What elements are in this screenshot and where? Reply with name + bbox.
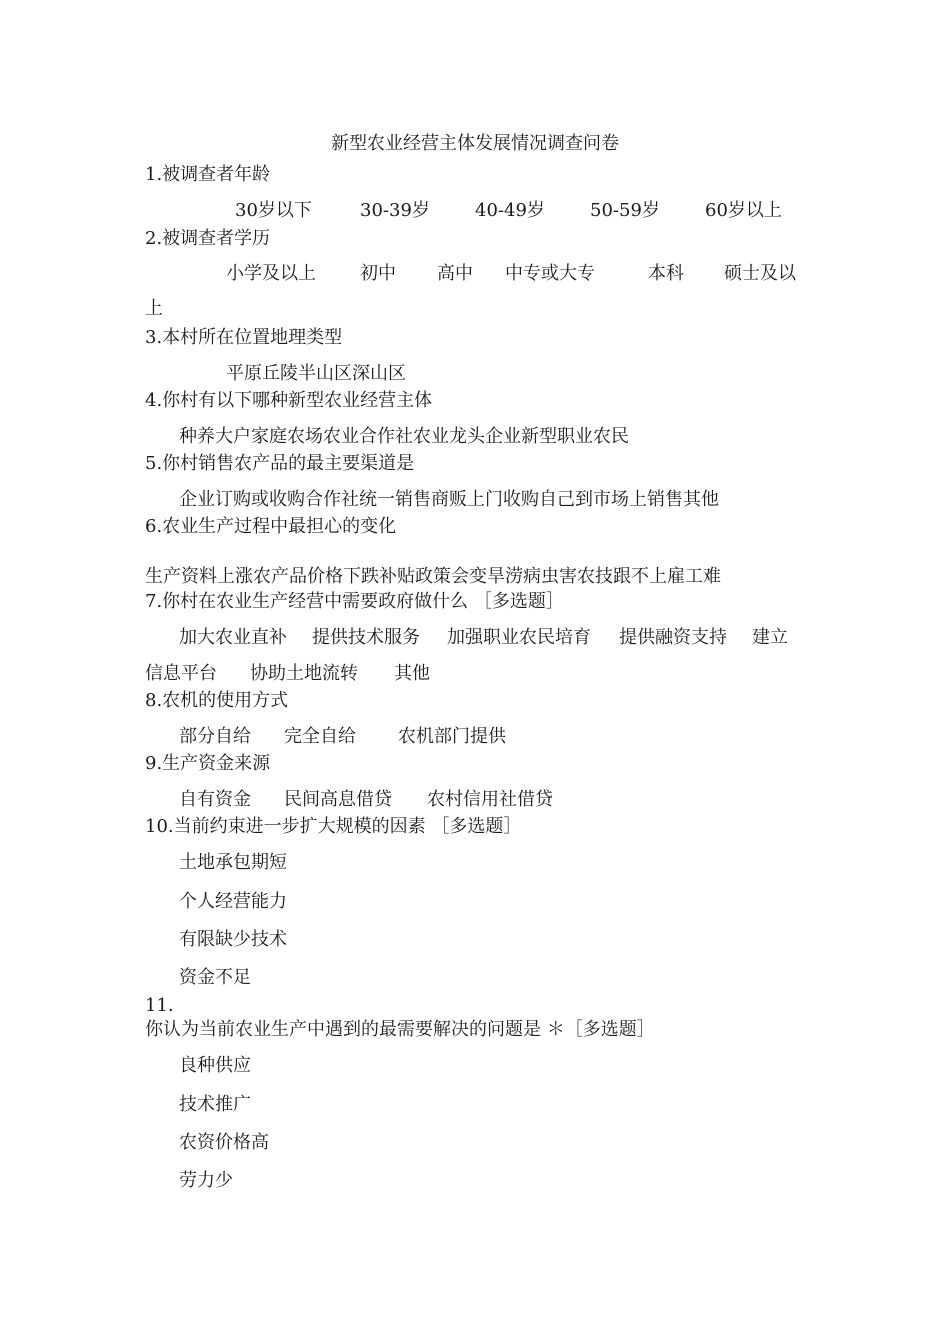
- question-9-label: 9.生产资金来源: [145, 753, 271, 774]
- q11-option: 良种供应: [179, 1055, 251, 1076]
- q10-option: 有限缺少技术: [179, 929, 287, 950]
- q1-option: 60岁以上: [705, 200, 782, 221]
- q7-option: 建立: [752, 627, 788, 648]
- question-4-label: 4.你村有以下哪种新型农业经营主体: [145, 390, 433, 411]
- q7-option: 加大农业直补: [179, 627, 287, 648]
- page-title: 新型农业经营主体发展情况调查问卷: [331, 133, 619, 154]
- q7-option: 提供技术服务: [312, 627, 420, 648]
- q8-option: 完全自给: [284, 726, 356, 747]
- q5-options: 企业订购或收购合作社统一销售商贩上门收购自己到市场上销售其他: [179, 489, 719, 510]
- question-8-label: 8.农机的使用方式: [145, 690, 289, 711]
- q7-option: 加强职业农民培育: [447, 627, 591, 648]
- q2-option: 本科: [648, 263, 684, 284]
- q3-options: 平原丘陵半山区深山区: [226, 363, 406, 384]
- question-6-label: 6.农业生产过程中最担心的变化: [145, 516, 397, 537]
- q6-options: 生产资料上涨农产品价格下跌补贴政策会变旱涝病虫害农技跟不上雇工难: [145, 566, 721, 587]
- q2-option: 小学及以上: [226, 263, 316, 284]
- q7-option: 提供融资支持: [619, 627, 727, 648]
- q1-option: 40-49岁: [475, 200, 545, 221]
- q11-option: 农资价格高: [179, 1132, 269, 1153]
- question-10-label: 10.当前约束进一步扩大规模的因素 ［多选题］: [145, 816, 522, 837]
- q7-option: 信息平台: [145, 663, 217, 684]
- q7-option: 其他: [394, 663, 430, 684]
- q7-option: 协助土地流转: [250, 663, 358, 684]
- q1-option: 30岁以下: [235, 200, 312, 221]
- q2-option: 硕士及以: [724, 263, 796, 284]
- q9-option: 民间高息借贷: [284, 789, 392, 810]
- q11-option: 劳力少: [179, 1170, 233, 1191]
- q1-option: 50-59岁: [590, 200, 660, 221]
- q2-option: 初中: [360, 263, 396, 284]
- q2-option: 中专或大专: [505, 263, 595, 284]
- q10-option: 资金不足: [179, 967, 251, 988]
- q2-option: 高中: [437, 263, 473, 284]
- question-1-label: 1.被调查者年龄: [145, 164, 271, 185]
- question-11-number: 11.: [145, 995, 174, 1016]
- q8-option: 农机部门提供: [398, 726, 506, 747]
- q11-option: 技术推广: [179, 1094, 251, 1115]
- q1-option: 30-39岁: [360, 200, 430, 221]
- q8-option: 部分自给: [179, 726, 251, 747]
- question-2-label: 2.被调查者学历: [145, 228, 271, 249]
- question-11-label: 你认为当前农业生产中遇到的最需要解决的问题是 ＊［多选题］: [145, 1019, 655, 1040]
- question-7-label: 7.你村在农业生产经营中需要政府做什么 ［多选题］: [145, 591, 564, 612]
- q9-option: 农村信用社借贷: [427, 789, 553, 810]
- q9-option: 自有资金: [179, 789, 251, 810]
- q10-option: 个人经营能力: [179, 891, 287, 912]
- q4-options: 种养大户家庭农场农业合作社农业龙头企业新型职业农民: [179, 426, 629, 447]
- q10-option: 土地承包期短: [179, 852, 287, 873]
- question-3-label: 3.本村所在位置地理类型: [145, 327, 343, 348]
- question-5-label: 5.你村销售农产品的最主要渠道是: [145, 453, 415, 474]
- q2-option-wrap: 上: [145, 298, 163, 319]
